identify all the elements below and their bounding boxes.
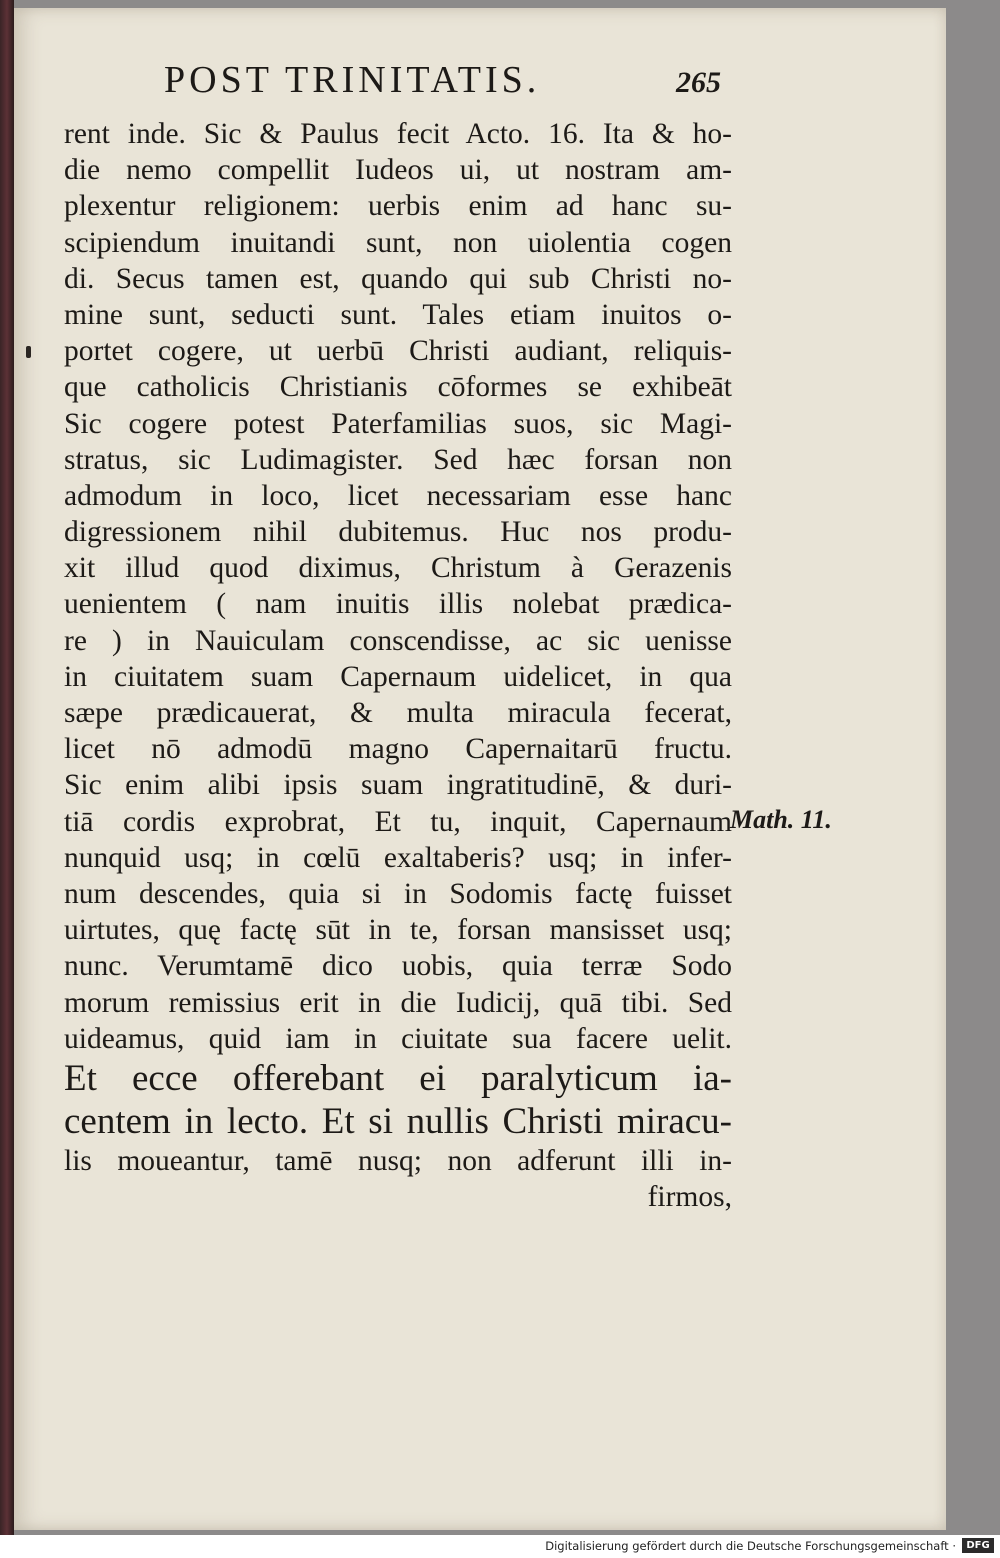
text-line: xit illud quod diximus, Christum à Gerazenis [64,552,732,585]
text-line: licet nō admodū magno Capernaitarū fructu. [64,733,732,766]
ink-spot [26,346,31,358]
catchword-line: firmos, [647,1181,732,1214]
text-line: mine sunt, seducti sunt. Tales etiam inuitos o- [64,298,732,331]
text-line: stratus, sic Ludimagister. Sed hæc forsan non [64,443,732,476]
book-page [14,8,946,1530]
text-line: uirtutes, quę factę sūt in te, forsan mansisset usq; [64,914,732,947]
lemma-line: Et ecce offerebant ei paralyticum ia- [64,1057,732,1099]
text-line: morum remissius erit in die Iudicij, quā tibi. Sed [64,986,732,1019]
book-spine [0,0,14,1535]
marginal-reference: Math. 11. [730,805,832,834]
text-line: digressionem nihil dubitemus. Huc nos produ- [64,516,732,549]
text-line: uenientem ( nam inuitis illis nolebat prædica- [64,588,732,621]
text-line: Sic cogere potest Paterfamilias suos, sic Magi- [64,407,732,440]
footer-bar [0,1535,1000,1558]
text-line: lis moueantur, tamē nusq; non adferunt illi in- [64,1144,732,1177]
text-line: re ) in Nauiculam conscendisse, ac sic uenisse [64,624,732,657]
text-line: uideamus, quid iam in ciuitate sua facere uelit. [64,1022,732,1055]
body-text [64,116,732,1215]
text-line: nunquid usq; in cœlū exaltaberis? usq; in infer- [64,841,732,874]
text-line: admodum in loco, licet necessariam esse hanc [64,479,732,512]
text-line: nunc. Verumtamē dico uobis, quia terræ Sodo [64,950,732,983]
text-line: scipiendum inuitandi sunt, non uiolentia cogen [64,226,732,259]
footer-credit: Digitalisierung gefördert durch die Deutsche Forschungsgemeinschaft · [545,1539,956,1553]
text-line: die nemo compellit Iudeos ui, ut nostram am- [64,154,732,187]
text-line: plexentur religionem: uerbis enim ad hanc su- [64,190,732,223]
text-line: di. Secus tamen est, quando qui sub Christi no- [64,262,732,295]
running-head: POST TRINITATIS. [164,59,541,101]
text-line: tiā cordis exprobrat, Et tu, inquit, Capernaum [64,805,732,838]
text-line: num descendes, quia si in Sodomis factę fuisset [64,877,732,910]
dfg-logo: DFG [962,1538,994,1553]
lemma-line: centem in lecto. Et si nullis Christi miracu- [64,1100,732,1142]
page-number: 265 [676,66,721,99]
text-line: que catholicis Christianis cōformes se exhibeāt [64,371,732,404]
text-line: Sic enim alibi ipsis suam ingratitudinē, & duri- [64,769,732,802]
text-line: in ciuitatem suam Capernaum uidelicet, in qua [64,660,732,693]
text-line: portet cogere, ut uerbū Christi audiant, reliquis- [64,335,732,368]
text-line: rent inde. Sic & Paulus fecit Acto. 16. Ita & ho- [64,118,732,150]
text-line: sæpe prædicauerat, & multa miracula fecerat, [64,697,732,729]
